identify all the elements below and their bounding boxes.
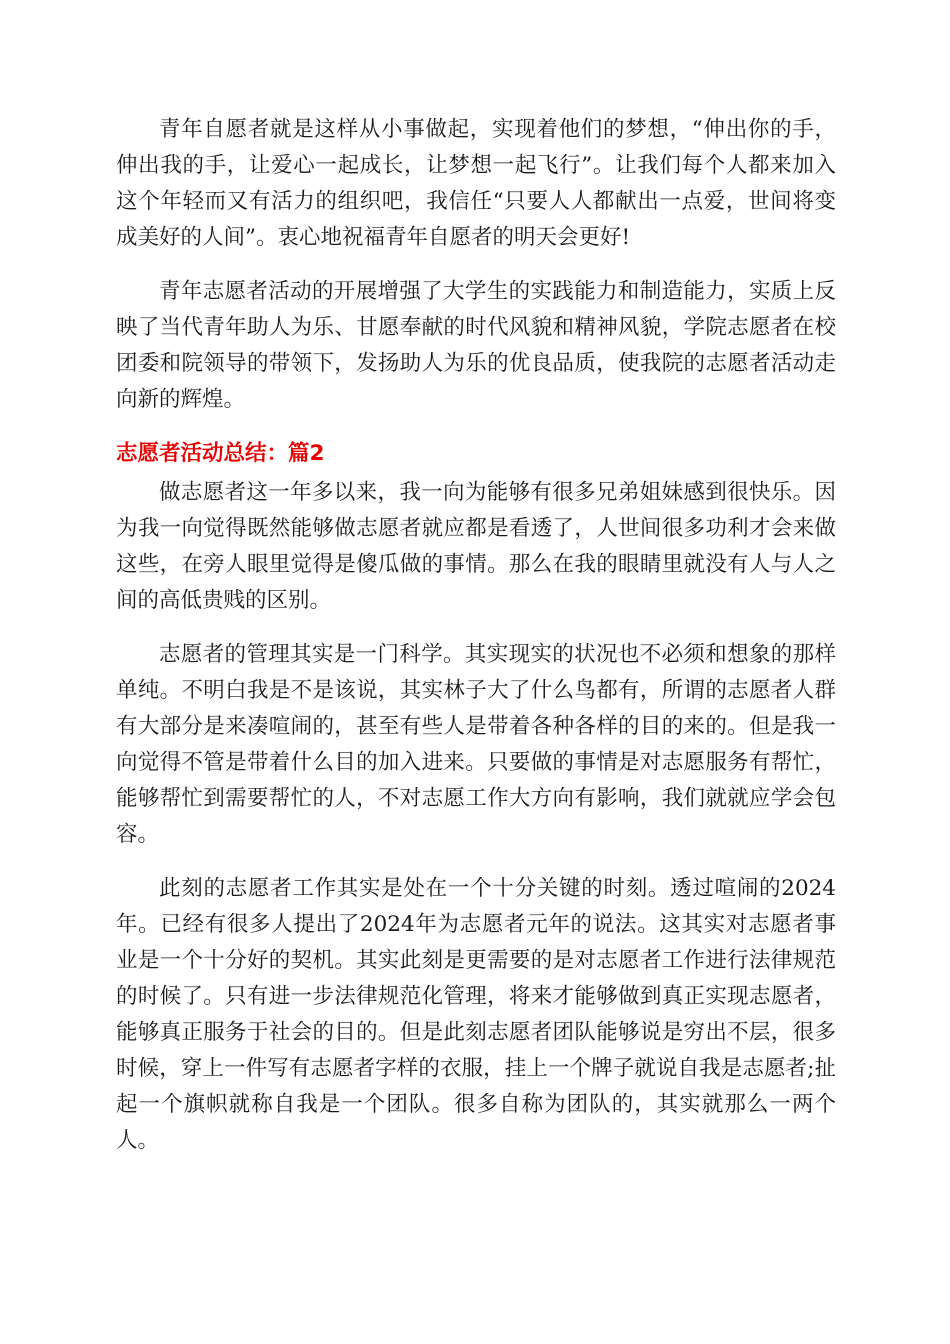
paragraph-critical-moment: 此刻的志愿者工作其实是处在一个十分关键的时刻。透过喧闹的2024年。已经有很多人提出了2024年为志愿者元年的说法。这其实对志愿者事业是一个十分好的契机。其实此刻是更需要的是对志愿者工作进行法律规范的时候了。只有进一步法律规范化管理，将来才能够做到真正实现志愿者，能够真正服务于社会的目的。但是此刻志愿者团队能够说是穷出不层，很多时候，穿上一件写有志愿者字样的衣服，挂上一个牌子就说自我是志愿者;扯起一个旗帜就称自我是一个团队。很多自称为团队的，其实就那么一两个人。	[116, 876, 836, 1153]
paragraph-volunteer-dream: 青年自愿者就是这样从小事做起，实现着他们的梦想，“伸出你的手，伸出我的手，让爱心一起成长，让梦想一起飞行”。让我们每个人都来加入这个年轻而又有活力的组织吧，我信任“只要人人都献出一点爱，世间将变成美好的人间”。衷心地祝福青年自愿者的明天会更好!	[116, 117, 836, 250]
paragraph-management: 志愿者的管理其实是一门科学。其实现实的状况也不必须和想象的那样单纯。不明白我是不是该说，其实林子大了什么鸟都有，所谓的志愿者人群有大部分是来凑喧闹的，甚至有些人是带着各种各样的目的来的。但是我一向觉得不管是带着什么目的加入进来。只要做的事情是对志愿服务有帮忙，能够帮忙到需要帮忙的人，不对志愿工作大方向有影响，我们就就应学会包容。	[116, 642, 836, 847]
document-page	[116, 112, 836, 1159]
paragraph-one-year: 做志愿者这一年多以来，我一向为能够有很多兄弟姐妹感到很快乐。因为我一向觉得既然能够做志愿者就应都是看透了，人世间很多功利才会来做这些，在旁人眼里觉得是傻瓜做的事情。那么在我的眼睛里就没有人与人之间的高低贵贱的区别。	[116, 480, 836, 613]
section-title: 志愿者活动总结：篇2	[116, 441, 325, 466]
paragraph-volunteer-activity: 青年志愿者活动的开展增强了大学生的实践能力和制造能力，实质上反映了当代青年助人为乐、甘愿奉献的时代风貌和精神风貌，学院志愿者在校团委和院领导的带领下，发扬助人为乐的优良品质，使我院的志愿者活动走向新的辉煌。	[116, 279, 836, 412]
